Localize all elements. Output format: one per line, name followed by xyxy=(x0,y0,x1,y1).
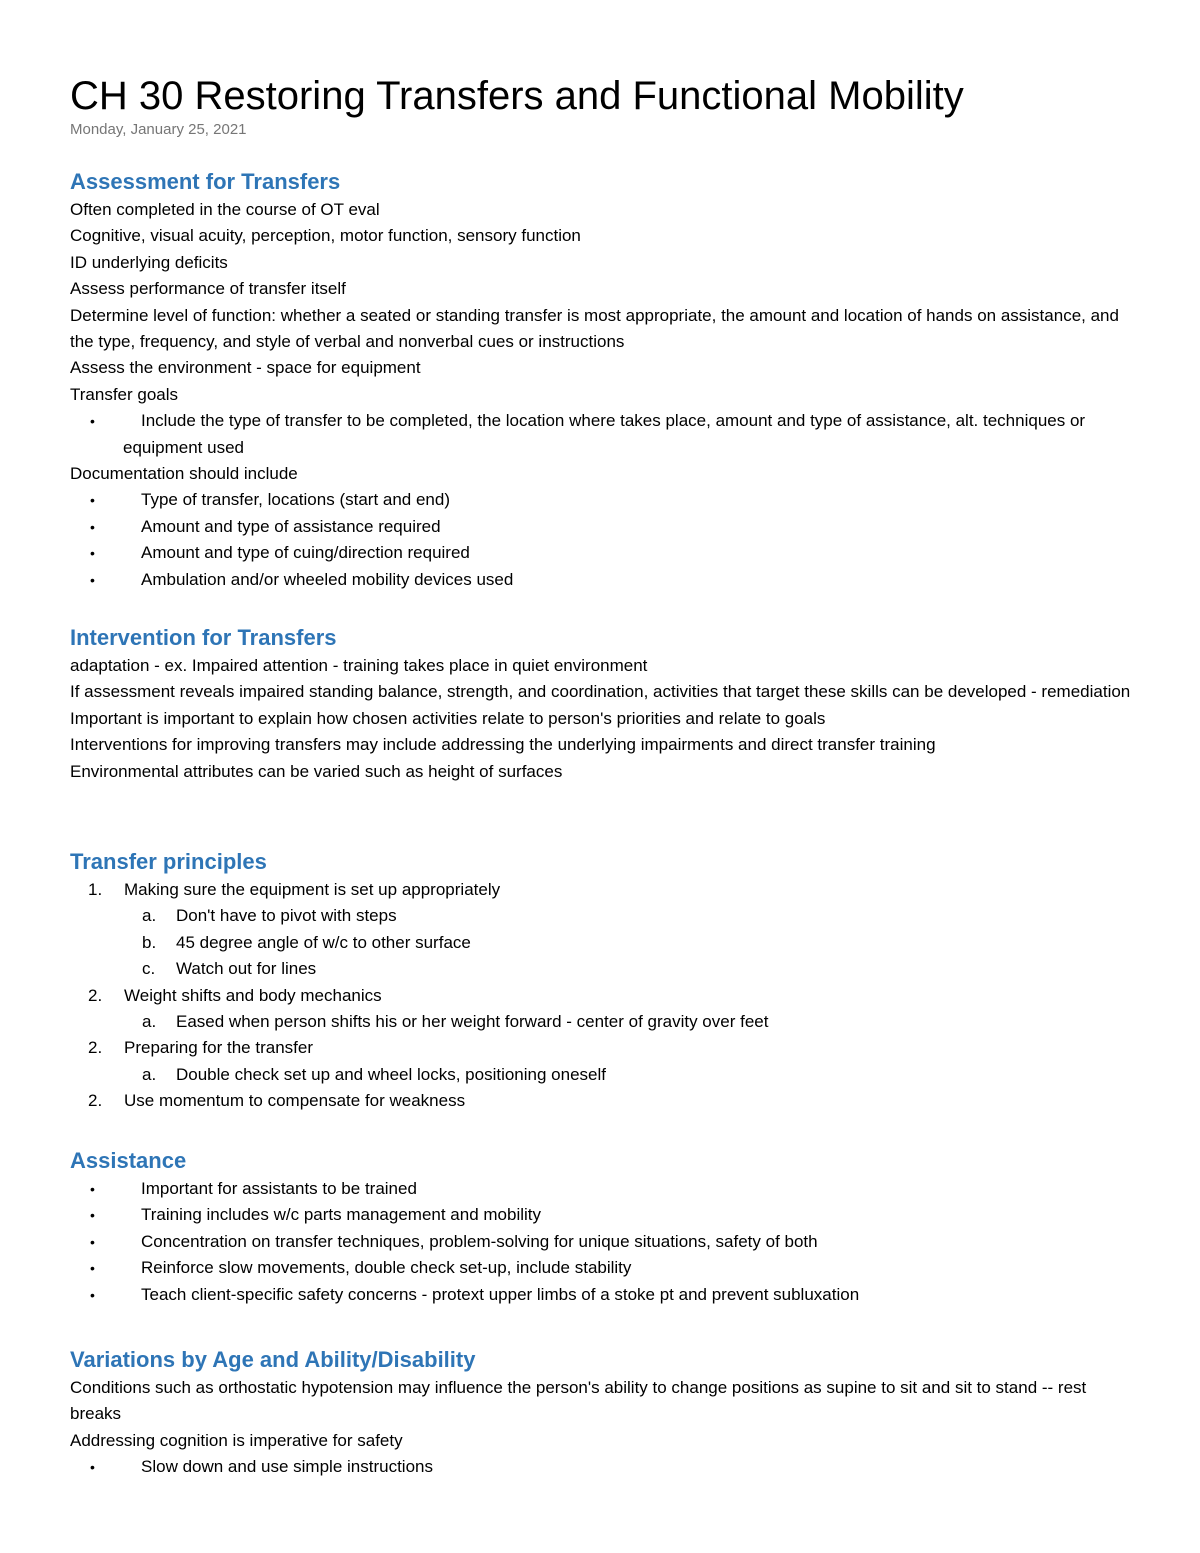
list-item xyxy=(70,983,1140,1009)
list-item xyxy=(70,1202,1140,1228)
text-line: Important is important to explain how chosen activities relate to person's priorities and relate to goals xyxy=(70,708,826,728)
list-item-text: Amount and type of assistance required xyxy=(141,516,441,536)
list-number: 2. xyxy=(88,1038,103,1058)
section-heading: Variations by Age and Ability/Disability xyxy=(70,1347,476,1372)
list-number: a. xyxy=(142,1064,157,1084)
bullet-icon: • xyxy=(90,545,95,562)
list-number: a. xyxy=(142,906,157,926)
list-item xyxy=(70,1255,1140,1281)
list-item-text: Watch out for lines xyxy=(176,959,317,979)
bullet-icon: • xyxy=(90,492,95,509)
text-line: Often completed in the course of OT eval xyxy=(70,200,380,219)
list-item-text: Making sure the equipment is set up appropriately xyxy=(124,880,501,899)
list-item-text: Include the type of transfer to be completed, the location where takes place, amount and type of assistance, alt. techniques or equipment used xyxy=(123,411,1086,457)
bullet-icon: • xyxy=(90,518,95,535)
section-heading: Transfer principles xyxy=(70,849,267,874)
section-heading: Intervention for Transfers xyxy=(70,625,337,650)
text-line: Interventions for improving transfers may include addressing the underlying impairments and direct transfer training xyxy=(70,735,936,755)
list-number: c. xyxy=(142,959,156,979)
list-number: a. xyxy=(142,1012,157,1032)
text-line: Assess the environment - space for equipment xyxy=(70,358,421,378)
section-variations xyxy=(70,1345,1140,1481)
list-item-text: Important for assistants to be trained xyxy=(141,1179,417,1198)
list-item xyxy=(70,1088,1140,1114)
list-item xyxy=(70,1229,1140,1255)
list-item xyxy=(70,487,1140,513)
section-assessment xyxy=(70,167,1140,593)
list-item xyxy=(70,408,1140,461)
list-item-text: Weight shifts and body mechanics xyxy=(124,985,382,1005)
text-line: adaptation - ex. Impaired attention - training takes place in quiet environment xyxy=(70,656,648,675)
list-item-text: Use momentum to compensate for weakness xyxy=(124,1091,466,1111)
list-item xyxy=(70,1282,1140,1308)
list-item xyxy=(70,877,1140,903)
list-item-text: Eased when person shifts his or her weight forward - center of gravity over feet xyxy=(176,1012,769,1032)
list-item xyxy=(70,956,1140,982)
list-item-text: Training includes w/c parts management and mobility xyxy=(141,1205,542,1225)
section-principles xyxy=(70,847,1140,1115)
list-item-text: Ambulation and/or wheeled mobility devices used xyxy=(141,569,514,589)
text-line: Cognitive, visual acuity, perception, motor function, sensory function xyxy=(70,226,581,246)
bullet-icon: • xyxy=(90,1260,95,1277)
bullet-icon: • xyxy=(90,1286,95,1303)
list-item-text: 45 degree angle of w/c to other surface xyxy=(176,932,471,952)
page-title: CH 30 Restoring Transfers and Functional Mobility xyxy=(70,74,964,118)
list-item xyxy=(70,1035,1140,1061)
list-item-text: Double check set up and wheel locks, positioning oneself xyxy=(176,1064,606,1084)
section-intervention xyxy=(70,623,1140,785)
bullet-icon: • xyxy=(90,1459,95,1476)
text-line: Environmental attributes can be varied such as height of surfaces xyxy=(70,761,563,781)
text-line: Transfer goals xyxy=(70,384,179,404)
text-line: ID underlying deficits xyxy=(70,252,228,272)
list-item xyxy=(70,514,1140,540)
bullet-icon: • xyxy=(90,571,95,588)
list-number: b. xyxy=(142,932,157,952)
list-item-text: Preparing for the transfer xyxy=(124,1038,313,1058)
list-item-text: Concentration on transfer techniques, problem-solving for unique situations, safety of both xyxy=(141,1231,818,1251)
list-item-text: Slow down and use simple instructions xyxy=(141,1457,433,1477)
list-number: 1. xyxy=(88,880,103,899)
bullet-icon: • xyxy=(90,1207,95,1224)
list-item xyxy=(70,1176,1140,1202)
text-line: Conditions such as orthostatic hypotension may influence the person's ability to change positions as supine to sit and sit to stand -- rest breaks xyxy=(70,1378,1087,1424)
list-item xyxy=(70,1062,1140,1088)
page-date: Monday, January 25, 2021 xyxy=(70,121,247,138)
text-line: If assessment reveals impaired standing balance, strength, and coordination, activities that target these skills can be developed - remediation xyxy=(70,682,1131,702)
list-number: 2. xyxy=(88,1091,103,1111)
bullet-icon: • xyxy=(90,1181,95,1197)
list-item-text: Amount and type of cuing/direction required xyxy=(141,543,470,563)
section-heading: Assistance xyxy=(70,1148,187,1173)
list-item-text: Teach client-specific safety concerns - protext upper limbs of a stoke pt and prevent subluxation xyxy=(141,1284,860,1304)
bullet-icon: • xyxy=(90,413,95,430)
list-item xyxy=(70,930,1140,956)
list-item xyxy=(70,1454,1140,1480)
text-line: Assess performance of transfer itself xyxy=(70,279,346,299)
text-line: Addressing cognition is imperative for safety xyxy=(70,1430,403,1450)
list-item-text: Don't have to pivot with steps xyxy=(176,906,397,926)
list-item xyxy=(70,903,1140,929)
text-line: Determine level of function: whether a seated or standing transfer is most appropriate, the amount and location of hands on assistance, and the type, frequency, and style of verbal and nonverbal cues or instructions xyxy=(70,305,1119,352)
list-item-text: Reinforce slow movements, double check set-up, include stability xyxy=(141,1258,632,1278)
list-number: 2. xyxy=(88,985,103,1005)
section-heading: Assessment for Transfers xyxy=(70,169,341,194)
section-assistance xyxy=(70,1146,1140,1308)
text-line: Documentation should include xyxy=(70,464,298,484)
list-item xyxy=(70,540,1140,566)
bullet-icon: • xyxy=(90,1233,95,1250)
list-item-text: Type of transfer, locations (start and end) xyxy=(141,490,450,510)
list-item xyxy=(70,567,1140,593)
list-item xyxy=(70,1009,1140,1035)
